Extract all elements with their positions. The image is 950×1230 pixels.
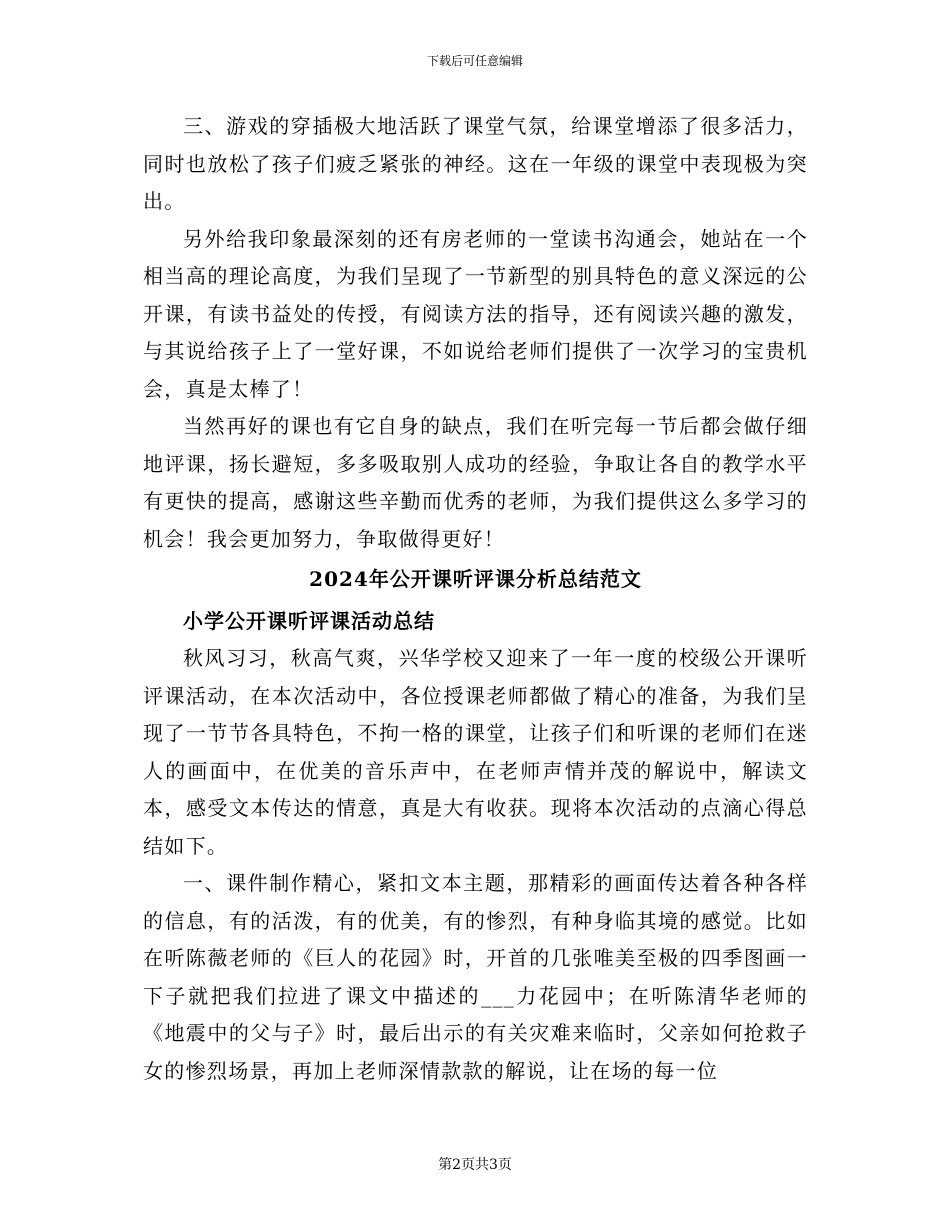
- paragraph-games: 三、游戏的穿插极大地活跃了课堂气氛，给课堂增添了很多活力，同时也放松了孩子们疲乏紧张的神经。这在一年级的课堂中表现极为突出。: [143, 114, 808, 213]
- paragraph-intro: 秋风习习，秋高气爽，兴华学校又迎来了一年一度的校级公开课听评课活动，在本次活动中，各位授课老师都做了精心的准备，为我们呈现了一节节各具特色，不拘一格的课堂，让孩子们和听课的老师们在迷人的画面中，在优美的音乐声中，在老师声情并茂的解说中，解读文本，感受文本传达的情意，真是大有收获。现将本次活动的点滴心得总结如下。: [143, 646, 808, 858]
- document-subtitle: 小学公开课听评课活动总结: [183, 608, 435, 633]
- paragraph-courseware: 一、课件制作精心，紧扣文本主题，那精彩的画面传达着各种各样的信息，有的活泼，有的优美，有的惨烈，有种身临其境的感觉。比如在听陈薇老师的《巨人的花园》时，开首的几张唯美至极的四季图画一下子就把我们拉进了课文中描述的___力花园中；在听陈清华老师的《地震中的父与子》时，最后出示的有关灾难来临时，父亲如何抢救子女的惨烈场景，再加上老师深情款款的解说，让在场的每一位: [143, 871, 808, 1083]
- document-body: [143, 108, 808, 1090]
- paragraph-shortcomings: 当然再好的课也有它自身的缺点，我们在听完每一节后都会做仔细地评课，扬长避短，多多吸取别人成功的经验，争取让各自的教学水平有更快的提高，感谢这些辛勤而优秀的老师，为我们提供这么多学习的机会！我会更加努力，争取做得更好！: [143, 414, 808, 551]
- page-footer: 第2页共3页: [438, 1157, 512, 1173]
- document-title: 2024年公开课听评课分析总结范文: [309, 567, 642, 591]
- paragraph-reading-meeting: 另外给我印象最深刻的还有房老师的一堂读书沟通会，她站在一个相当高的理论高度，为我们呈现了一节新型的别具特色的意义深远的公开课，有读书益处的传授，有阅读方法的指导，还有阅读兴趣的激发，与其说给孩子上了一堂好课，不如说给老师们提供了一次学习的宝贵机会，真是太棒了！: [143, 226, 808, 401]
- page-header: 下载后可任意编辑: [426, 54, 523, 68]
